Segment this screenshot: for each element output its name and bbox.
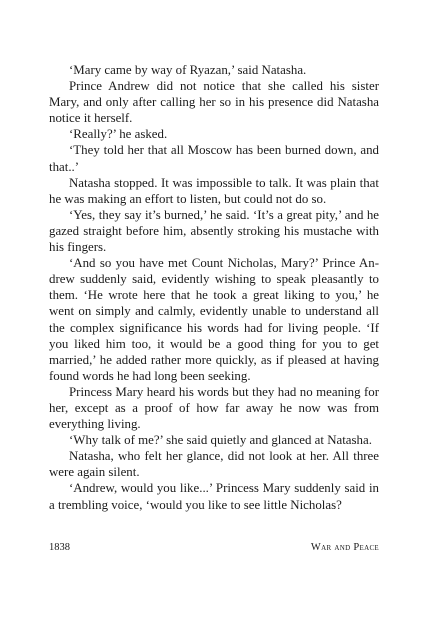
body-text (49, 62, 379, 513)
paragraph: ‘Really?’ he asked. (69, 127, 168, 142)
paragraph: ‘They told her that all Moscow has been burned down, and that..’ (49, 143, 379, 174)
running-title: War and Peace (310, 542, 379, 553)
paragraph: Prince Andrew did not notice that she called his sister Mary, and only after calling her so in his presence did Natasha notice it herself. (49, 79, 379, 126)
page-footer (49, 541, 379, 555)
paragraph: ‘And so you have met Count Nicholas, Mary?’ Prince Andrew suddenly said, evidently wishing to speak pleasantly to them. ‘He wrote here that he took a great liking to you,’ he went on simply and calmly, evidently unable to understand all the complex significance his words had for living people. ‘If you liked him too, it would be a good thing for you to get married,’ he added rather more quickly, as if pleased at having found words he had long been seeking. (49, 256, 379, 383)
paragraph: ‘Yes, they say it’s burned,’ he said. ‘It’s a great pity,’ and he gazed straight before him, absently stroking his mustache with his fingers. (49, 207, 379, 255)
paragraph: Natasha, who felt her glance, did not look at her. All three were again silent. (49, 449, 379, 480)
paragraph: ‘Mary came by way of Ryazan,’ said Natasha. (69, 63, 307, 77)
paragraph: Princess Mary heard his words but they had no meaning for her, except as a proof of how far away he now was from everything living. (49, 384, 379, 432)
paragraph: Natasha stopped. It was impossible to talk. It was plain that he was making an effort to listen, but could not do so. (49, 175, 379, 206)
paragraph: ‘Why talk of me?’ she said quietly and glanced at Natasha. (69, 433, 372, 448)
paragraph: ‘Andrew, would you like...’ Princess Mary suddenly said in a trembling voice, ‘would you like to see little Nicholas? (49, 481, 379, 512)
page-number: 1838 (49, 542, 70, 553)
